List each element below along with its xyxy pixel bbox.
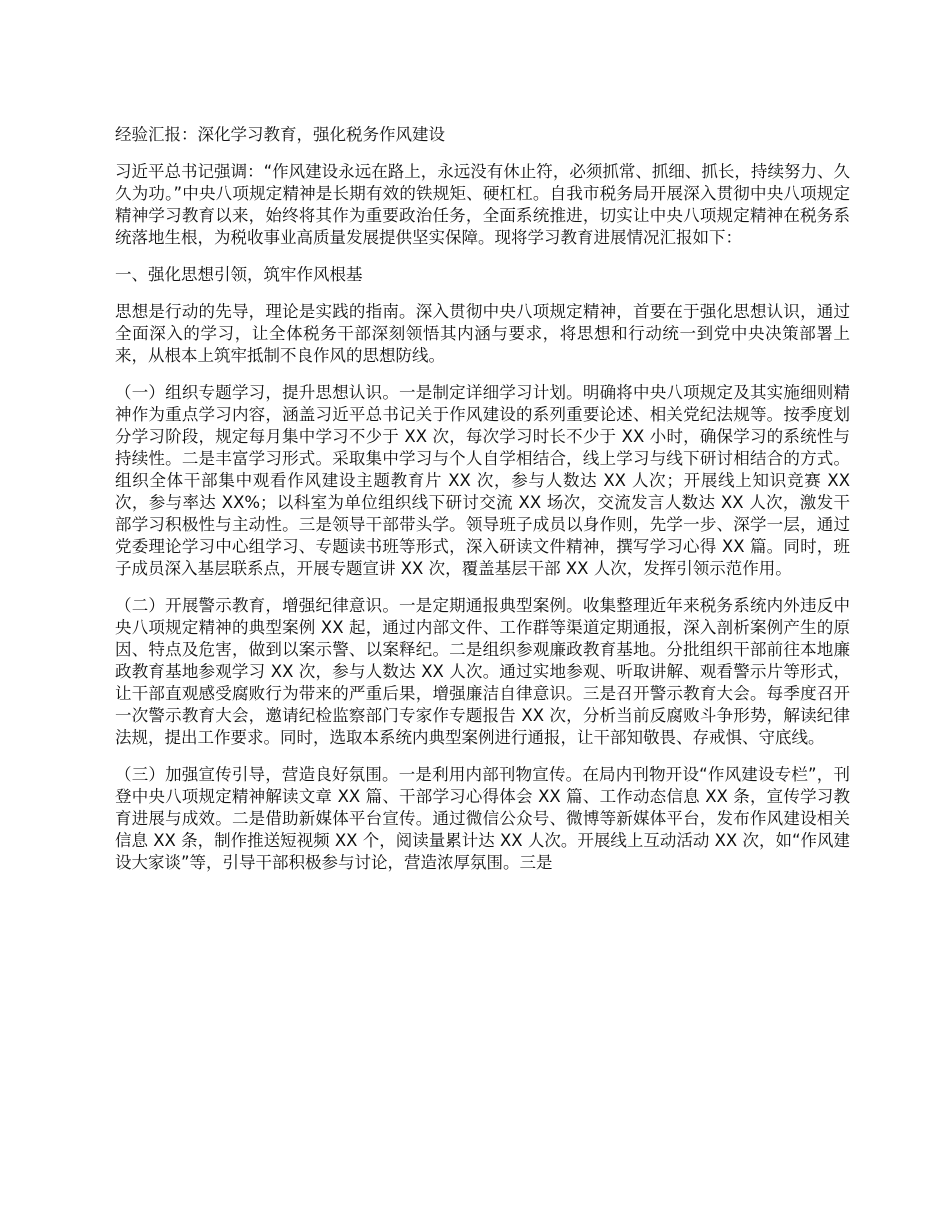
- document-title: 经验汇报：深化学习教育，强化税务作风建设: [115, 125, 445, 144]
- item-2-paragraph: （二）开展警示教育，增强纪律意识。一是定期通报典型案例。收集整理近年来税务系统内外违反中央八项规定精神的典型案例 XX 起，通过内部文件、工作群等渠道定期通报，深入剖析案例产生的原因、特点及危害，做到以案示警、以案释纪。二是组织参观廉政教育基地。分批组织干部前往本地廉政教育基地参观学习 XX 次，参与人数达 XX 人次。通过实地参观、听取讲解、观看警示片等形式，让干部直观感受腐败行为带来的严重后果，增强廉洁自律意识。三是召开警示教育大会。每季度召开一次警示教育大会，邀请纪检监察部门专家作专题报告 XX 次，分析当前反腐败斗争形势，解读纪律法规，提出工作要求。同时，选取本系统内典型案例进行通报，让干部知敬畏、存戒惧、守底线。: [115, 596, 850, 747]
- document-page: [115, 124, 850, 889]
- item-1-paragraph: （一）组织专题学习，提升思想认识。一是制定详细学习计划。明确将中央八项规定及其实施细则精神作为重点学习内容，涵盖习近平总书记关于作风建设的系列重要论述、相关党纪法规等。按季度划分学习阶段，规定每月集中学习不少于 XX 次，每次学习时长不少于 XX 小时，确保学习的系统性与持续性。二是丰富学习形式。采取集中学习与个人自学相结合，线上学习与线下研讨相结合的方式。组织全体干部集中观看作风建设主题教育片 XX 次，参与人数达 XX 人次；开展线上知识竞赛 XX 次，参与率达 XX%；以科室为单位组织线下研讨交流 XX 场次，交流发言人数达 XX 人次，激发干部学习积极性与主动性。三是领导干部带头学。领导班子成员以身作则，先学一步、深学一层，通过党委理论学习中心组学习、专题读书班等形式，深入研读文件精神，撰写学习心得 XX 篇。同时，班子成员深入基层联系点，开展专题宣讲 XX 次，覆盖基层干部 XX 人次，发挥引领示范作用。: [115, 383, 850, 578]
- item-3-paragraph: （三）加强宣传引导，营造良好氛围。一是利用内部刊物宣传。在局内刊物开设“作风建设专栏”，刊登中央八项规定精神解读文章 XX 篇、干部学习心得体会 XX 篇、工作动态信息 XX 条，宣传学习教育进展与成效。二是借助新媒体平台宣传。通过微信公众号、微博等新媒体平台，发布作风建设相关信息 XX 条，制作推送短视频 XX 个，阅读量累计达 XX 人次。开展线上互动活动 XX 次，如“作风建设大家谈”等，引导干部积极参与讨论，营造浓厚氛围。三是: [115, 765, 850, 872]
- section-heading-1: 一、强化思想引领，筑牢作风根基: [115, 265, 363, 284]
- intro-paragraph: 习近平总书记强调：“作风建设永远在路上，永远没有休止符，必须抓常、抓细、抓长，持续努力、久久为功。”中央八项规定精神是长期有效的铁规矩、硬杠杠。自我市税务局开展深入贯彻中央八项规定精神学习教育以来，始终将其作为重要政治任务，全面系统推进，切实让中央八项规定精神在税务系统落地生根，为税收事业高质量发展提供坚实保障。现将学习教育进展情况汇报如下：: [115, 162, 850, 247]
- section-1-intro-paragraph: 思想是行动的先导，理论是实践的指南。深入贯彻中央八项规定精神，首要在于强化思想认识，通过全面深入的学习，让全体税务干部深刻领悟其内涵与要求，将思想和行动统一到党中央决策部署上来，从根本上筑牢抵制不良作风的思想防线。: [115, 302, 850, 365]
